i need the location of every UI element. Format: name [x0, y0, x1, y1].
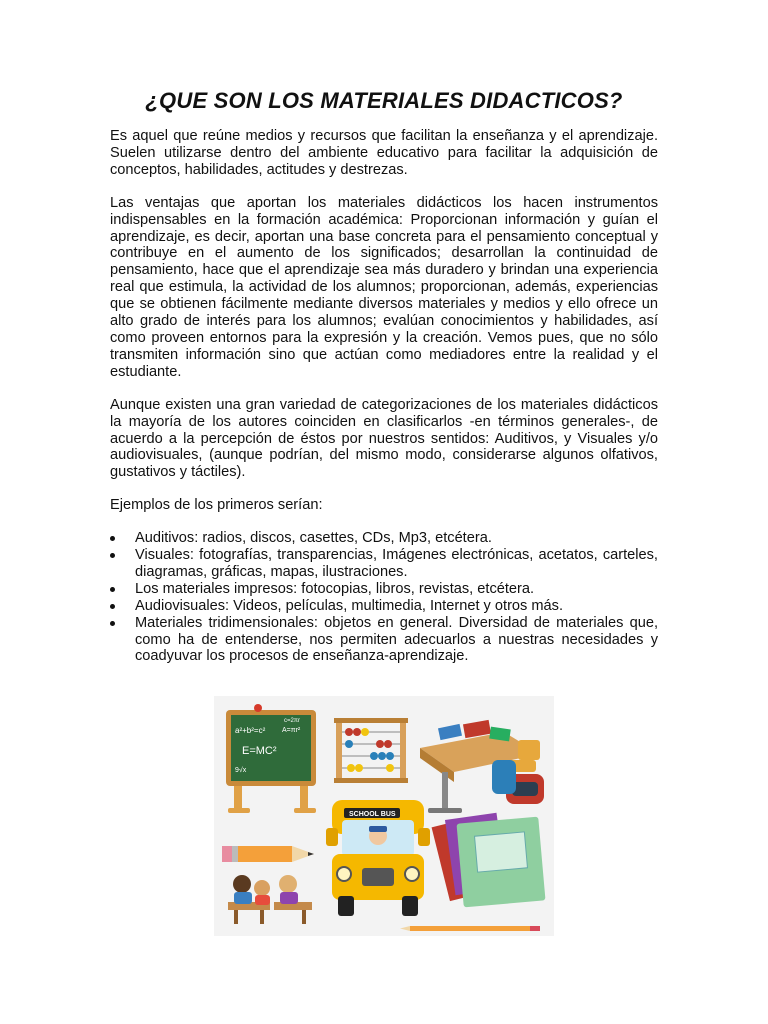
pencil-icon [400, 926, 540, 931]
bullet-icon [110, 604, 115, 609]
abacus-icon [334, 718, 408, 783]
chalkboard-icon [226, 704, 316, 813]
bus-sign: SCHOOL BUS [349, 811, 396, 818]
bullet-icon [110, 621, 115, 626]
chalkboard-text: c=2πr [284, 718, 300, 724]
chalkboard-text: 9√x [235, 767, 247, 774]
chalkboard-text: E=MC² [242, 745, 277, 757]
list-item [135, 615, 658, 666]
list-item [135, 598, 658, 615]
list-item [135, 530, 658, 547]
pencil-icon [222, 846, 314, 862]
students-icon [228, 875, 312, 924]
paragraph-advantages: Las ventajas que aportan los materiales didácticos los hacen instrumentos indispensables en la formación académica: Proporcionan información y guían el aprendizaje, es decir, aportan una base concreta para el pensamiento conceptual y contribuye en el aumento de los significados; desarrollan la continuidad de pensamiento, hace que el aprendizaje sea más duradero y brindan una experiencia real que estimula, la actividad de los alumnos; proporcionan, además, experiencias que se obtienen fácilmente mediante diversos materiales y medios y ello ofrece un alto grado de interés para los alumnos; evalúan conocimientos y habilidades, así como proveen entornos para la expresión y la creación. Vemos pues, que no sólo transmiten información sino que actúan como mediadores entre la realidad y el estudiante. [110, 194, 658, 380]
bullet-icon [110, 587, 115, 592]
examples-list [110, 530, 658, 665]
bullet-icon [110, 553, 115, 558]
chalkboard-text: A=πr² [282, 727, 301, 734]
document-page [110, 88, 658, 665]
list-item [135, 581, 658, 598]
list-item-text: Materiales tridimensionales: objetos en general. Diversidad de materiales que, como ha de entenderse, nos permiten adecuarlos a nuestras necesidades y coadyuvar los procesos de enseñanza-aprendizaje. [135, 614, 658, 665]
list-item-text: Auditivos: radios, discos, casettes, CDs, Mp3, etcétera. [135, 530, 492, 547]
list-item-text: Los materiales impresos: fotocopias, libros, revistas, etcétera. [135, 580, 535, 597]
list-item-text: Visuales: fotografías, transparencias, Imágenes electrónicas, acetatos, carteles, diagramas, gráficas, mapas, ilustraciones. [135, 547, 658, 580]
notebook-icon [456, 817, 545, 908]
paragraph-classification: Aunque existen una gran variedad de categorizaciones de los materiales didácticos la mayoría de los autores coinciden en clasificarlos -en términos generales-, de acuerdo a la percepción de éstos por nuestros sentidos: Auditivos, y Visuales y/o audiovisuales, (aunque podrían, del mismo modo, considerarse algunos olfativos, gustativos y táctiles). [110, 396, 658, 481]
list-item-text: Audiovisuales: Videos, películas, multimedia, Internet y otros más. [135, 597, 564, 614]
list-item [135, 547, 658, 581]
chalkboard-text: a²+b²=c² [235, 726, 266, 735]
page-title: ¿QUE SON LOS MATERIALES DIDACTICOS? [145, 88, 623, 113]
didactic-materials-illustration [214, 696, 554, 936]
school-bus-icon [326, 800, 430, 916]
bullet-icon [110, 536, 115, 541]
paragraph-definition: Es aquel que reúne medios y recursos que facilitan la enseñanza y el aprendizaje. Suelen utilizarse dentro del ambiente educativo para facilitar la adquisición de conceptos, habilidades, actitudes y destrezas. [110, 128, 658, 178]
paragraph-examples-intro: Ejemplos de los primeros serían: [110, 497, 323, 514]
